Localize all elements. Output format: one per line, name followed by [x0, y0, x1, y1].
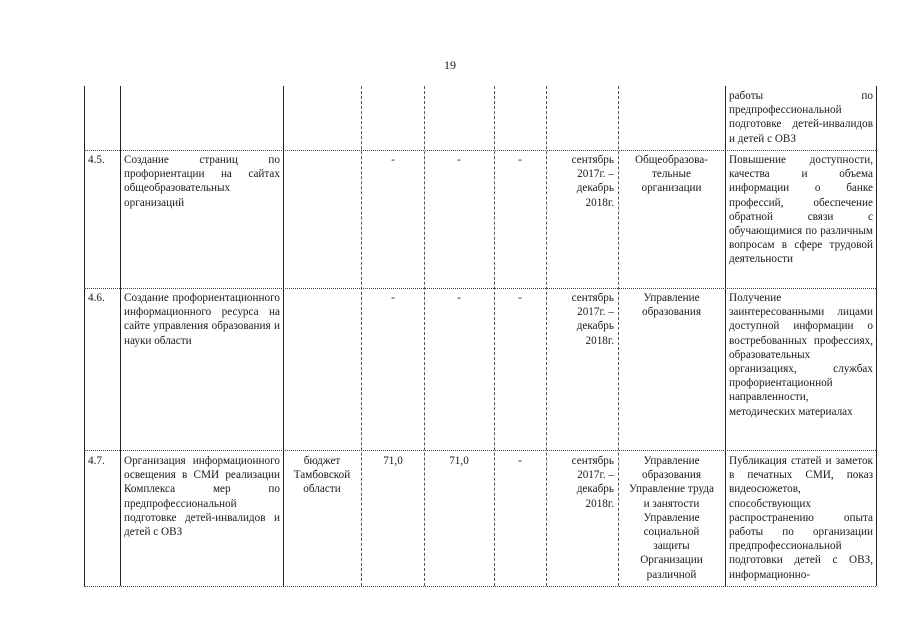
row-value-3: -	[518, 154, 522, 166]
row-period: сентябрь 2017г. – декабрь 2018г.	[571, 154, 614, 209]
row-divider	[84, 450, 876, 451]
row-value-1: -	[391, 154, 395, 166]
row-funding: бюджет Тамбовской области	[293, 455, 351, 496]
row-number: 4.7.	[88, 455, 105, 467]
row-divider	[84, 586, 876, 587]
row-period: сентябрь 2017г. – декабрь 2018г.	[571, 455, 614, 510]
row-executor: Управление образования Управление труда и занятости Управление социальной защиты Организации различной	[629, 455, 714, 581]
row-title: Организация информационного освещения в СМИ реализации Комплекса мер по предпрофессиональной подготовке детей-инвалидов и детей с ОВЗ	[124, 455, 280, 539]
row-title: Создание профориентационного информационного ресурса на сайте управления образования и науки области	[124, 292, 280, 347]
previous-row-result-fragment: работы по предпрофессиональной подготовке детей-инвалидов и детей с ОВЗ	[729, 90, 873, 145]
table-border-left	[84, 86, 85, 586]
row-value-1: 71,0	[383, 455, 403, 467]
row-value-2: 71,0	[449, 455, 469, 467]
row-result: Публикация статей и заметок в печатных СМИ, показ видеосюжетов, способствующих распространению опыта работы по организации предпрофессиональной подготовки детей с ОВЗ, информационно-	[729, 455, 873, 581]
row-title: Создание страниц по профориентации на сайтах общеобразовательных организаций	[124, 154, 280, 209]
row-result: Получение заинтересованными лицами доступной информации о востребованных профессиях, образовательных организациях, службах профориентационной направленности, методических материалах	[729, 292, 873, 418]
row-executor: Управление образования	[641, 292, 701, 319]
column-divider-num	[120, 86, 121, 586]
row-value-1: -	[391, 292, 395, 304]
column-divider-title	[283, 86, 284, 586]
column-divider-period	[618, 86, 619, 586]
row-number: 4.6.	[88, 292, 105, 304]
row-value-2: -	[457, 292, 461, 304]
table-border-right	[876, 86, 877, 586]
column-divider-v2	[494, 86, 495, 586]
row-value-2: -	[457, 154, 461, 166]
row-number: 4.5.	[88, 154, 105, 166]
row-executor: Общеобразова- тельные организации	[635, 154, 708, 195]
column-divider-executor	[725, 86, 726, 586]
row-period: сентябрь 2017г. – декабрь 2018г.	[571, 292, 614, 347]
row-divider	[84, 288, 876, 289]
row-value-3: -	[518, 292, 522, 304]
row-result: Повышение доступности, качества и объема информации о банке профессий, обеспечение обратной связи с обучающимися по различным вопросам в сфере трудовой деятельности	[729, 154, 873, 266]
column-divider-v3	[546, 86, 547, 586]
page-number: 19	[444, 58, 456, 72]
row-value-3: -	[518, 455, 522, 467]
row-divider	[84, 150, 876, 151]
column-divider-funding	[361, 86, 362, 586]
column-divider-v1	[424, 86, 425, 586]
